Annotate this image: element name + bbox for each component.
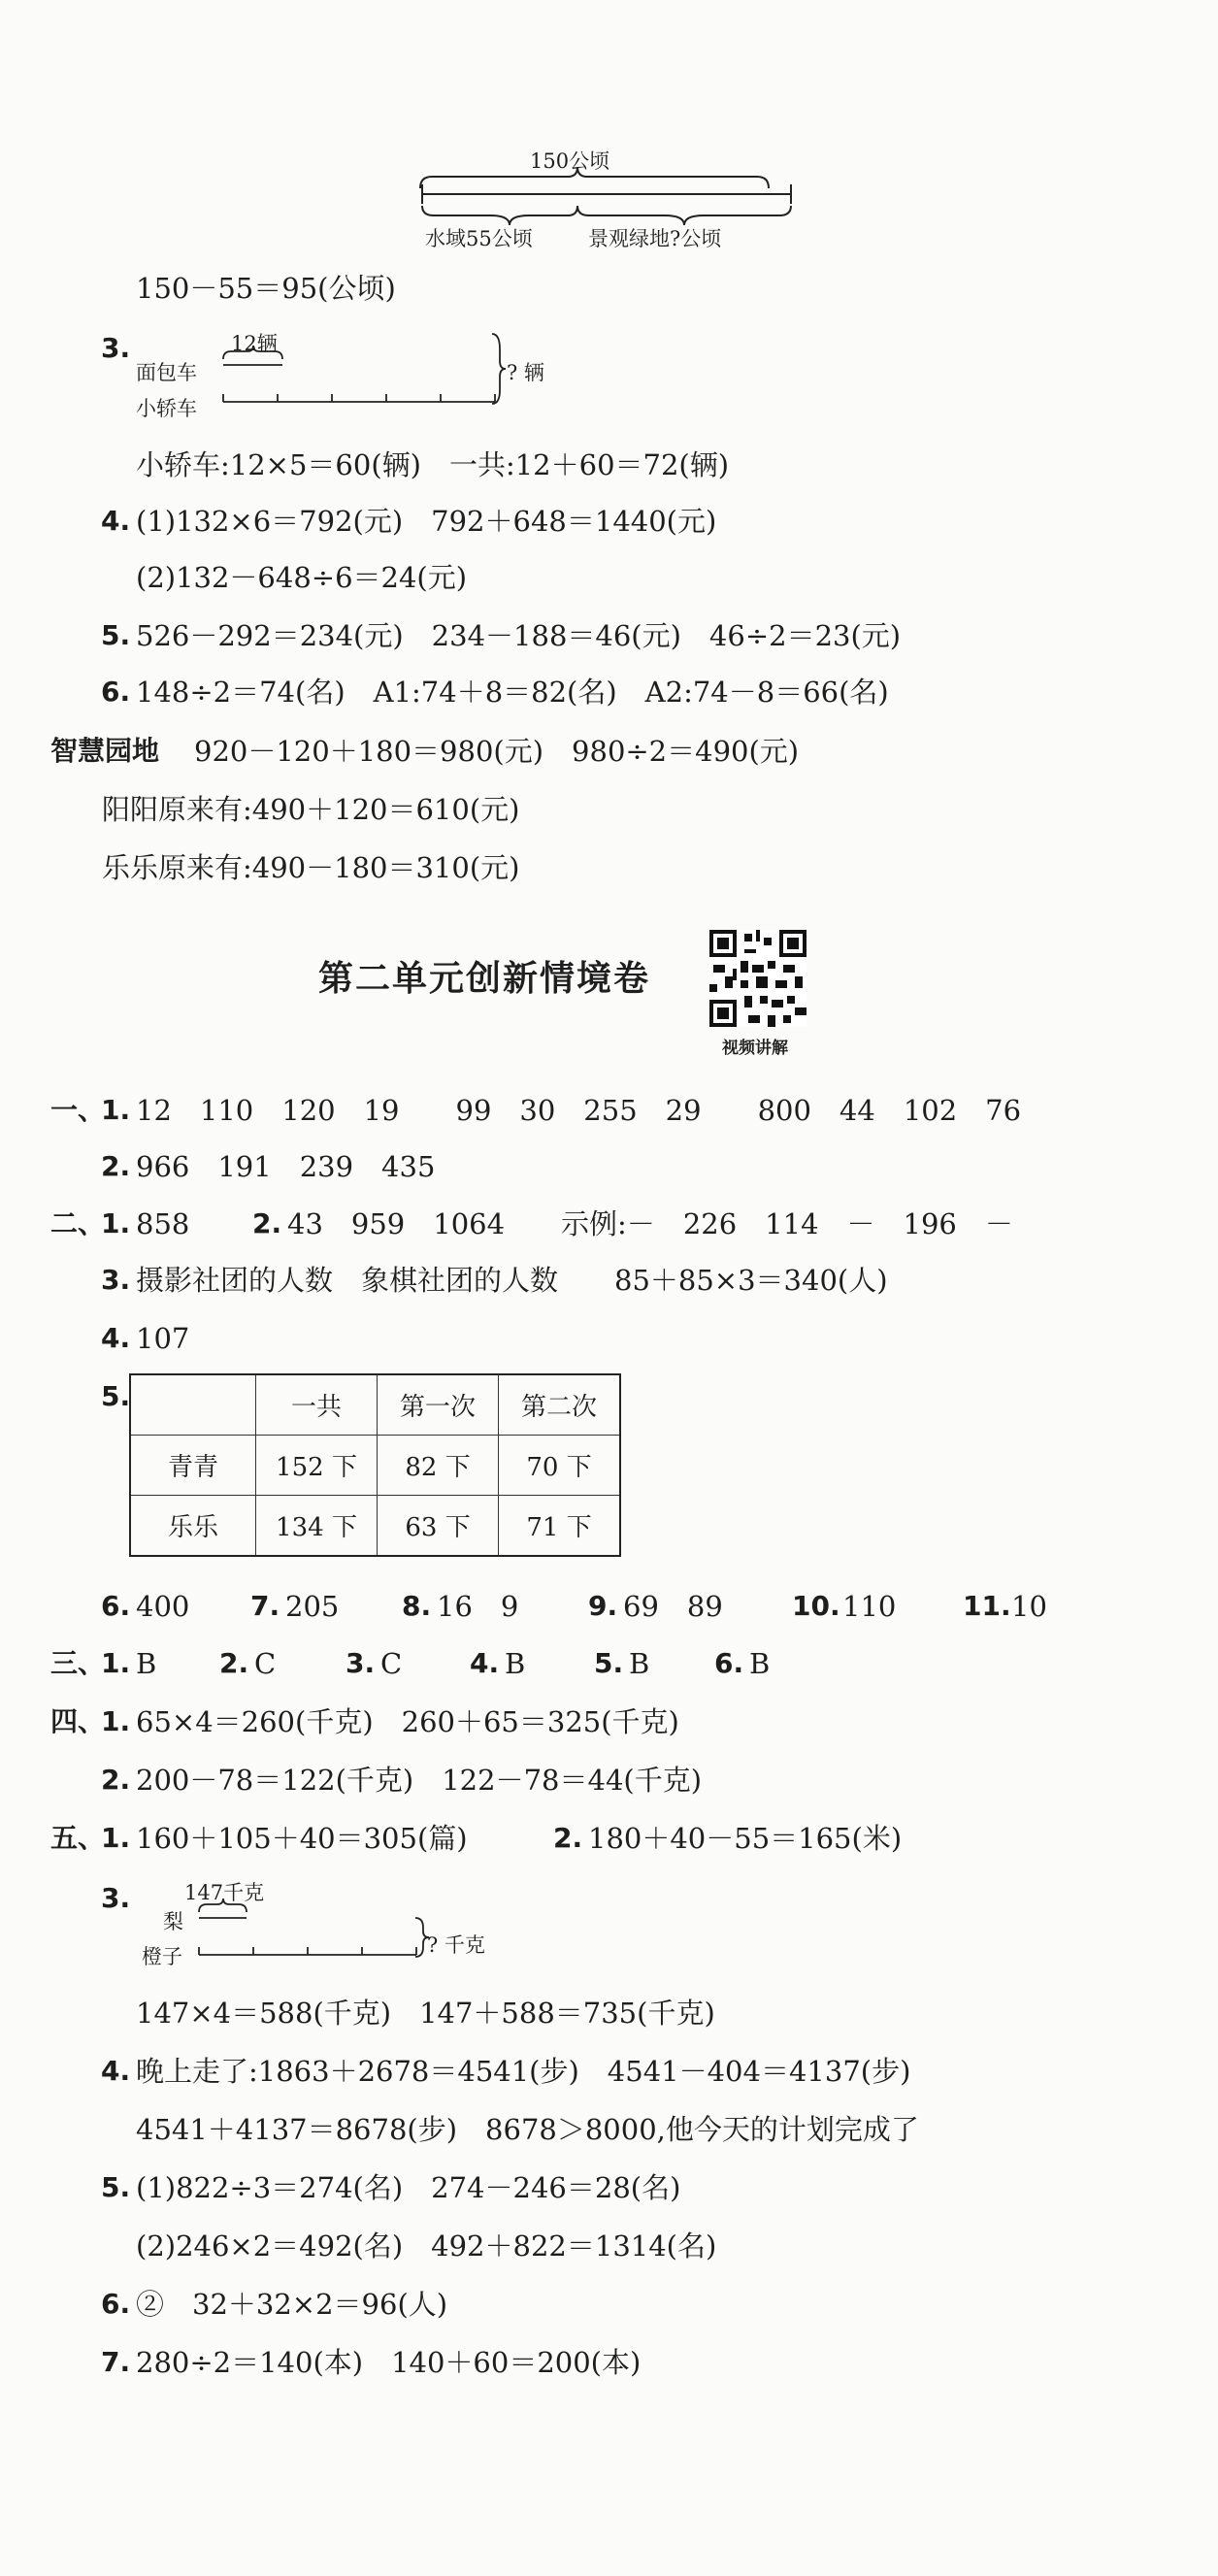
data-table xyxy=(129,1373,621,1557)
q3-row1-label: 梨 xyxy=(163,1910,183,1933)
answer-value: C xyxy=(380,1647,403,1680)
table-row xyxy=(130,1496,620,1557)
q3-row2-label: 小轿车 xyxy=(136,397,197,420)
item-number: 4. xyxy=(101,2055,131,2087)
answer-value: B xyxy=(749,1647,771,1680)
answer-line: 43 959 1064 示例:－ 226 114 － 196 － xyxy=(287,1207,1013,1240)
item-number: 5. xyxy=(594,1647,624,1679)
table-header-row xyxy=(130,1374,620,1436)
q3-top-label: 12辆 xyxy=(231,332,278,355)
q3-segment-diagram xyxy=(194,1883,437,1970)
section-number: 五、 xyxy=(50,1822,106,1854)
item-number: 9. xyxy=(588,1590,618,1622)
answer-value: 205 xyxy=(285,1590,340,1623)
q3-segment-diagram xyxy=(218,330,510,417)
item-number: 6. xyxy=(101,1590,131,1622)
item-number: 1. xyxy=(101,1705,131,1737)
q3-row1-label: 面包车 xyxy=(136,361,197,384)
answer-line: 280÷2＝140(本) 140＋60＝200(本) xyxy=(136,2346,642,2379)
item-number: 11. xyxy=(963,1590,1011,1622)
section-number: 一、 xyxy=(50,1094,106,1126)
q3-number: 3. xyxy=(101,1882,131,1914)
q5-number: 5. xyxy=(101,619,131,651)
answer-value: 16 9 xyxy=(437,1590,519,1623)
table-cell: 70 下 xyxy=(499,1436,621,1496)
item-number: 3. xyxy=(101,1264,131,1296)
answer-line: 12 110 120 19 99 30 255 29 800 44 102 76 xyxy=(136,1094,1022,1127)
diagram-left-label: 水域55公顷 xyxy=(425,227,533,250)
answer-line: (1)822÷3＝274(名) 274－246＝28(名) xyxy=(136,2171,681,2204)
item-number: 6. xyxy=(101,2288,131,2320)
table-cell xyxy=(130,1374,256,1436)
answer-line: 526－292＝234(元) 234－188＝46(元) 46÷2＝23(元) xyxy=(136,619,902,652)
item-number: 7. xyxy=(101,2346,131,2378)
item-number: 1. xyxy=(101,1094,131,1126)
table-cell: 82 下 xyxy=(378,1436,499,1496)
qr-code-icon[interactable] xyxy=(709,930,807,1027)
table-cell: 63 下 xyxy=(378,1496,499,1557)
table-cell: 青青 xyxy=(130,1436,256,1496)
item-number: 3. xyxy=(346,1647,376,1679)
table-cell: 乐乐 xyxy=(130,1496,256,1557)
answer-line: 107 xyxy=(136,1322,190,1355)
item-number: 2. xyxy=(553,1822,583,1854)
table-header-cell: 第一次 xyxy=(378,1374,499,1436)
table-cell: 152 下 xyxy=(256,1436,378,1496)
item-number: 2. xyxy=(219,1647,249,1679)
answer-line: (2)132－648÷6＝24(元) xyxy=(136,561,468,594)
item-number: 1. xyxy=(101,1822,131,1854)
answer-line: 200－78＝122(千克) 122－78＝44(千克) xyxy=(136,1764,703,1797)
table-header-cell: 第二次 xyxy=(499,1374,621,1436)
q3-row2-label: 橙子 xyxy=(142,1945,182,1968)
item-number: 6. xyxy=(714,1647,744,1679)
answer-line: 65×4＝260(千克) 260＋65＝325(千克) xyxy=(136,1705,679,1738)
answer-line: 148÷2＝74(名) A1:74＋8＝82(名) A2:74－8＝66(名) xyxy=(136,676,889,709)
q3-question-label: ? 辆 xyxy=(507,361,544,384)
item-number: 10. xyxy=(792,1590,840,1622)
section-heading: 智慧园地 xyxy=(50,735,160,767)
answer-line: 920－120＋180＝980(元) 980÷2＝490(元) xyxy=(194,735,800,768)
item-number: 8. xyxy=(402,1590,432,1622)
answer-line: 858 xyxy=(136,1207,190,1240)
answer-value: B xyxy=(629,1647,650,1680)
answer-value: C xyxy=(254,1647,277,1680)
answer-line: 160＋105＋40＝305(篇) xyxy=(136,1822,468,1855)
q3-top-label: 147千克 xyxy=(184,1881,265,1904)
table-cell: 71 下 xyxy=(499,1496,621,1557)
item-number: 2. xyxy=(252,1207,282,1239)
section-number: 二、 xyxy=(50,1207,106,1239)
section-number: 三、 xyxy=(50,1647,106,1679)
answer-line: 4541＋4137＝8678(步) 8678＞8000,他今天的计划完成了 xyxy=(136,2113,919,2146)
item-number: 5. xyxy=(101,1380,131,1412)
q4-number: 4. xyxy=(101,505,131,537)
diagram-total-label: 150公顷 xyxy=(530,149,610,173)
answer-line: (1)132×6＝792(元) 792＋648＝1440(元) xyxy=(136,505,717,538)
answer-line: 阳阳原来有:490＋120＝610(元) xyxy=(102,793,520,826)
section-number: 四、 xyxy=(50,1705,106,1737)
answer-line: 150－55＝95(公顷) xyxy=(136,272,396,305)
answer-line: 147×4＝588(千克) 147＋588＝735(千克) xyxy=(136,1997,715,2030)
item-number: 5. xyxy=(101,2171,131,2203)
answer-line: (2)246×2＝492(名) 492＋822＝1314(名) xyxy=(136,2229,717,2262)
table-row xyxy=(130,1436,620,1496)
answer-value: B xyxy=(136,1647,157,1680)
diagram-right-label: 景观绿地?公顷 xyxy=(588,227,722,250)
item-number: 1. xyxy=(101,1207,131,1239)
item-number: 2. xyxy=(101,1150,131,1182)
answer-value: 400 xyxy=(136,1590,190,1623)
table-cell: 134 下 xyxy=(256,1496,378,1557)
answer-line: 摄影社团的人数 象棋社团的人数 85＋85×3＝340(人) xyxy=(136,1264,888,1297)
answer-line: 小轿车:12×5＝60(辆) 一共:12＋60＝72(辆) xyxy=(136,448,730,481)
page-title: 第二单元创新情境卷 xyxy=(318,959,651,999)
answer-value: 69 89 xyxy=(623,1590,723,1623)
q3-question-label: ? 千克 xyxy=(427,1933,485,1957)
answer-value: B xyxy=(505,1647,526,1680)
answer-value: 10 xyxy=(1011,1590,1047,1623)
answer-line: ② 32＋32×2＝96(人) xyxy=(136,2288,448,2321)
answer-line: 晚上走了:1863＋2678＝4541(步) 4541－404＝4137(步) xyxy=(136,2055,911,2088)
answer-line: 180＋40－55＝165(米) xyxy=(588,1822,903,1855)
answer-value: 110 xyxy=(842,1590,897,1623)
answer-line: 966 191 239 435 xyxy=(136,1150,436,1183)
answer-line: 乐乐原来有:490－180＝310(元) xyxy=(102,851,520,884)
item-number: 4. xyxy=(101,1322,131,1354)
item-number: 4. xyxy=(470,1647,500,1679)
qr-label: 视频讲解 xyxy=(722,1039,788,1058)
q3-number: 3. xyxy=(101,332,131,364)
item-number: 2. xyxy=(101,1764,131,1796)
table-header-cell: 一共 xyxy=(256,1374,378,1436)
item-number: 7. xyxy=(250,1590,280,1622)
q6-number: 6. xyxy=(101,676,131,708)
item-number: 1. xyxy=(101,1647,131,1679)
